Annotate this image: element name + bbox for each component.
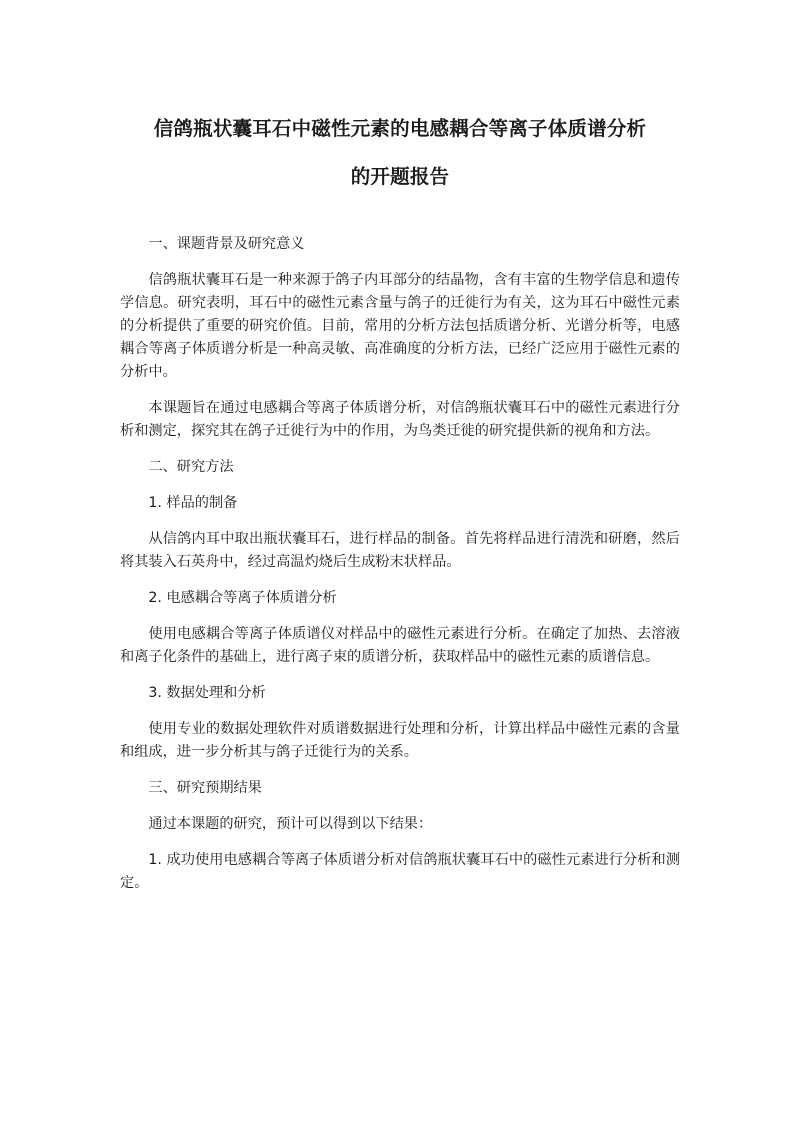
subheading-sample-prep: 1. 样品的制备 [148, 495, 238, 511]
document-page [120, 0, 680, 908]
document-title [120, 0, 680, 201]
paragraph-objective: 本课题旨在通过电感耦合等离子体质谱分析，对信鸽瓶状囊耳石中的磁性元素进行分析和测定，探究其在鸽子迁徙行为中的作用，为鸟类迁徙的研究提供新的视角和方法。 [120, 400, 680, 439]
document-body [120, 233, 680, 895]
title-line-1: 信鸽瓶状囊耳石中磁性元素的电感耦合等离子体质谱分析 [153, 117, 647, 140]
subheading-data-processing: 3. 数据处理和分析 [148, 685, 266, 701]
paragraph-data-processing: 使用专业的数据处理软件对质谱数据进行处理和分析，计算出样品中磁性元素的含量和组成，进一步分析其与鸽子迁徙行为的关系。 [120, 721, 680, 760]
section-heading-background: 一、课题背景及研究意义 [148, 236, 305, 252]
section-heading-expected-results: 三、研究预期结果 [148, 780, 262, 796]
paragraph-expected-item-1: 1. 成功使用电感耦合等离子体质谱分析对信鸽瓶状囊耳石中的磁性元素进行分析和测定。 [120, 852, 680, 891]
subheading-icp-ms: 2. 电感耦合等离子体质谱分析 [148, 590, 337, 606]
paragraph-sample-prep: 从信鸽内耳中取出瓶状囊耳石，进行样品的制备。首先将样品进行清洗和研磨，然后将其装入石英舟中，经过高温灼烧后生成粉末状样品。 [120, 531, 680, 570]
paragraph-background: 信鸽瓶状囊耳石是一种来源于鸽子内耳部分的结晶物，含有丰富的生物学信息和遗传学信息。研究表明，耳石中的磁性元素含量与鸽子的迁徙行为有关，这为耳石中磁性元素的分析提供了重要的研究价值。目前，常用的分析方法包括质谱分析、光谱分析等，电感耦合等离子体质谱分析是一种高灵敏、高准确度的分析方法，已经广泛应用于磁性元素的分析中。 [120, 272, 680, 380]
section-heading-methods: 二、研究方法 [148, 459, 234, 475]
paragraph-expected-intro: 通过本课题的研究，预计可以得到以下结果： [148, 816, 433, 832]
title-line-2: 的开题报告 [350, 165, 450, 188]
paragraph-icp-ms: 使用电感耦合等离子体质谱仪对样品中的磁性元素进行分析。在确定了加热、去溶液和离子化条件的基础上，进行离子束的质谱分析，获取样品中的磁性元素的质谱信息。 [120, 626, 680, 665]
